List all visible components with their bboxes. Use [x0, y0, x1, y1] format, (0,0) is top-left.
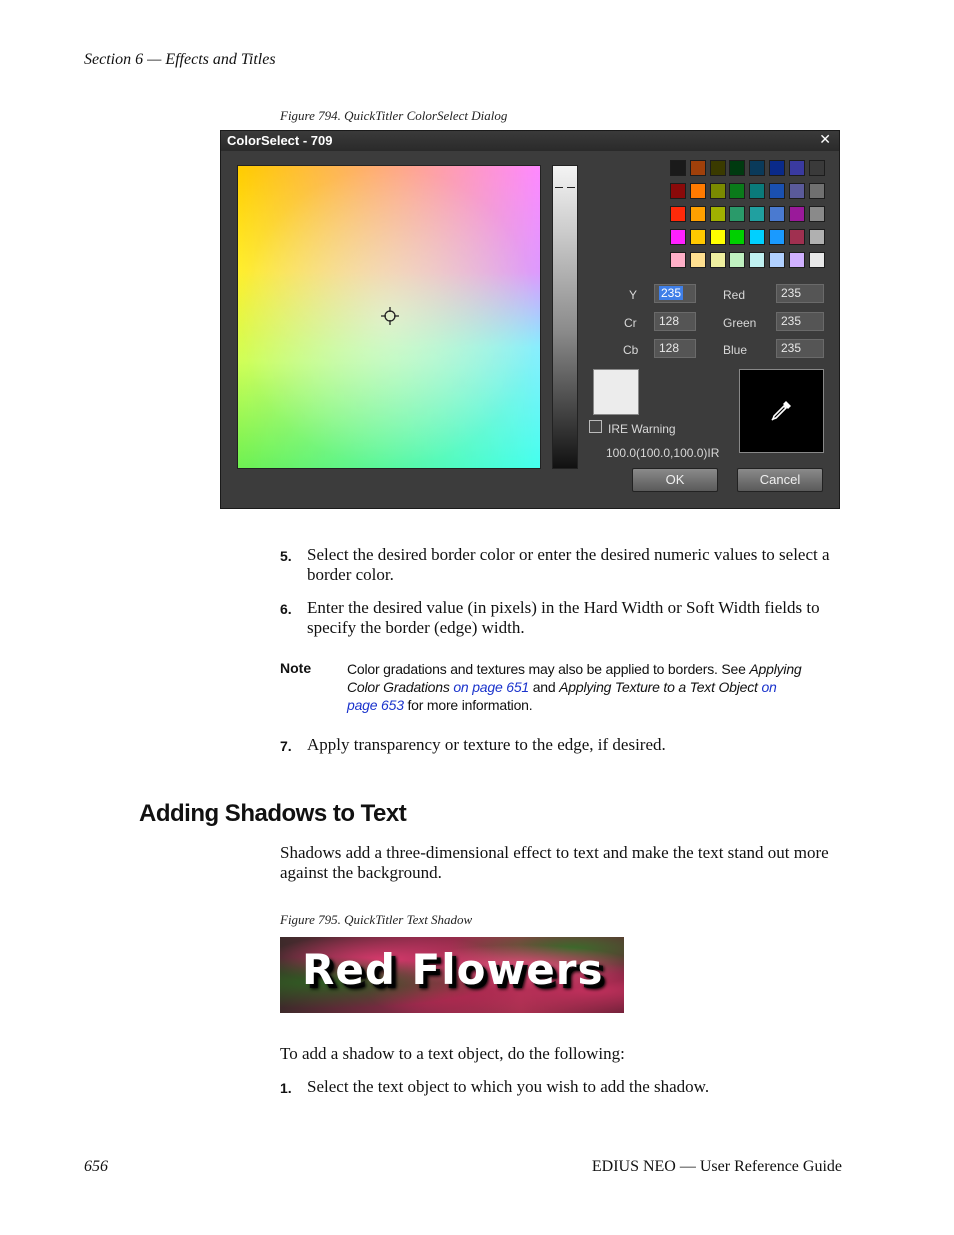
lead-in-paragraph: To add a shadow to a text object, do the following: — [280, 1044, 625, 1063]
note-text-2: and — [529, 679, 560, 695]
color-swatch[interactable] — [690, 206, 706, 222]
color-swatch[interactable] — [769, 252, 785, 268]
cr-label: Cr — [624, 316, 637, 330]
color-swatch[interactable] — [710, 160, 726, 176]
color-swatch[interactable] — [789, 206, 805, 222]
note-link-page-653[interactable]: page 653 — [347, 697, 404, 713]
cancel-button[interactable]: Cancel — [737, 468, 823, 492]
color-swatch[interactable] — [729, 206, 745, 222]
ire-warning-checkbox[interactable] — [589, 420, 602, 433]
color-swatch[interactable] — [749, 229, 765, 245]
note-text-1: Color gradations and textures may also be applied to borders. See — [347, 661, 750, 677]
color-swatch[interactable] — [710, 206, 726, 222]
color-swatch[interactable] — [749, 252, 765, 268]
running-header: Section 6 — Effects and Titles — [84, 51, 276, 68]
step-1-number: 1. — [280, 1080, 292, 1096]
step-7-number: 7. — [280, 738, 292, 754]
color-swatch[interactable] — [710, 183, 726, 199]
color-swatch[interactable] — [690, 183, 706, 199]
page-number: 656 — [84, 1158, 108, 1175]
color-swatch[interactable] — [809, 229, 825, 245]
color-swatch[interactable] — [789, 229, 805, 245]
color-swatch[interactable] — [670, 206, 686, 222]
color-swatch[interactable] — [749, 160, 765, 176]
step-1-text: Select the text object to which you wish to add the shadow. — [307, 1077, 710, 1096]
color-swatch[interactable] — [690, 252, 706, 268]
cr-field[interactable]: 128 — [654, 312, 696, 331]
color-swatch[interactable] — [670, 229, 686, 245]
green-label: Green — [723, 316, 757, 330]
luminance-slider[interactable] — [552, 165, 578, 469]
luminance-marker-left — [555, 187, 563, 188]
figure-794-caption: Figure 794. QuickTitler ColorSelect Dialog — [280, 108, 508, 123]
color-swatch[interactable] — [670, 183, 686, 199]
color-swatch[interactable] — [749, 183, 765, 199]
color-swatch[interactable] — [769, 206, 785, 222]
dialog-titlebar[interactable] — [221, 131, 839, 151]
text-shadow-image — [280, 937, 624, 1013]
color-swatch[interactable] — [690, 160, 706, 176]
crosshair-icon[interactable] — [381, 307, 399, 325]
red-field[interactable]: 235 — [776, 284, 824, 303]
step-5-number: 5. — [280, 548, 292, 564]
blue-field[interactable]: 235 — [776, 339, 824, 358]
y-value: 235 — [661, 286, 682, 300]
close-icon[interactable]: ✕ — [819, 132, 831, 148]
note-label: Note — [280, 660, 312, 676]
note-link-page-651[interactable]: on page 651 — [453, 679, 529, 695]
color-swatch[interactable] — [809, 160, 825, 176]
color-swatch[interactable] — [690, 229, 706, 245]
y-field[interactable] — [654, 284, 696, 303]
cb-label: Cb — [623, 343, 639, 357]
color-swatch[interactable] — [809, 252, 825, 268]
color-swatch[interactable] — [729, 252, 745, 268]
dialog-title: ColorSelect - 709 — [227, 133, 333, 148]
color-swatch[interactable] — [749, 206, 765, 222]
footer-title: EDIUS NEO — User Reference Guide — [591, 1158, 842, 1175]
color-swatch[interactable] — [789, 160, 805, 176]
color-swatch[interactable] — [789, 183, 805, 199]
image-text: Red Flowers — [302, 945, 604, 994]
color-swatch[interactable] — [769, 229, 785, 245]
green-field[interactable]: 235 — [776, 312, 824, 331]
color-swatch[interactable] — [729, 229, 745, 245]
blue-label: Blue — [723, 343, 748, 357]
cb-field[interactable]: 128 — [654, 339, 696, 358]
color-swatch[interactable] — [729, 183, 745, 199]
note-text — [347, 660, 817, 714]
step-7-text: Apply transparency or texture to the edge, if desired. — [307, 735, 666, 754]
color-swatch[interactable] — [729, 160, 745, 176]
red-label: Red — [723, 288, 746, 302]
note-ref-2: Applying Texture to a Text Object — [559, 679, 758, 695]
y-label: Y — [629, 288, 638, 302]
step-5-text: Select the desired border color or enter the desired numeric values to select a border color. — [307, 545, 830, 584]
figure-795-caption: Figure 795. QuickTitler Text Shadow — [280, 912, 473, 927]
note-link-on[interactable]: on — [761, 679, 777, 695]
color-swatch[interactable] — [809, 183, 825, 199]
section-heading: Adding Shadows to Text — [139, 800, 407, 827]
color-swatch[interactable] — [670, 252, 686, 268]
step-6-text: Enter the desired value (in pixels) in the Hard Width or Soft Width fields to specify the border (edge) width. — [307, 598, 820, 637]
eyedropper-button[interactable] — [739, 369, 824, 453]
ok-button[interactable]: OK — [632, 468, 718, 492]
luminance-marker-right — [567, 187, 575, 188]
color-swatch[interactable] — [710, 229, 726, 245]
intro-paragraph: Shadows add a three-dimensional effect to text and make the text stand out more against the background. — [280, 843, 829, 882]
color-swatch[interactable] — [789, 252, 805, 268]
note-text-3: for more information. — [403, 697, 533, 713]
note-ref-1: Applying Color Gradations — [347, 661, 802, 695]
color-swatch[interactable] — [670, 160, 686, 176]
color-field[interactable] — [237, 165, 541, 469]
eyedropper-icon — [768, 398, 794, 424]
color-swatch[interactable] — [769, 183, 785, 199]
color-swatch[interactable] — [769, 160, 785, 176]
color-swatch[interactable] — [809, 206, 825, 222]
colorselect-dialog — [220, 130, 840, 509]
color-preview — [593, 369, 639, 415]
ire-readout: 100.0(100.0,100.0)IR — [606, 446, 720, 460]
step-6-number: 6. — [280, 601, 292, 617]
ire-warning-label: IRE Warning — [608, 422, 676, 436]
color-swatch[interactable] — [710, 252, 726, 268]
